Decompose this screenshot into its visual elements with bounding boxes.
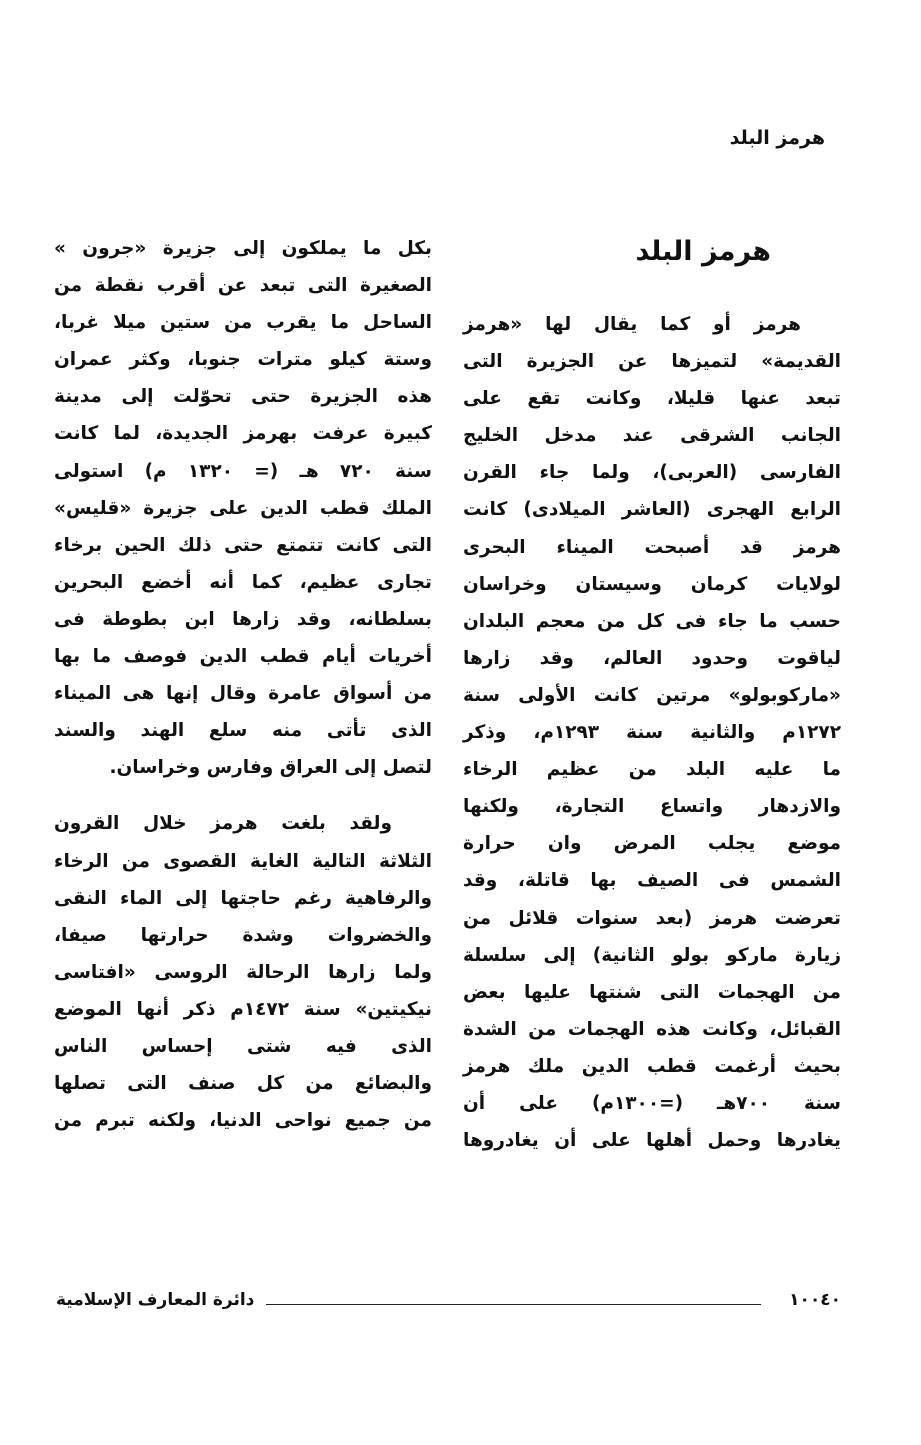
text-line: القديمة» لتميزها عن الجزيرة التى — [463, 351, 841, 373]
text-line: بحيث أرغمت قطب الدين ملك هرمز — [463, 1055, 841, 1077]
text-line: لتصل إلى العراق وفارس وخراسان. — [109, 757, 432, 779]
text-line: سنة ٧٢٠ هـ (= ١٣٢٠ م) استولى — [54, 460, 432, 482]
page-footer — [56, 1290, 841, 1320]
right-column — [463, 306, 841, 1159]
text-line: تعرضت هرمز (بعد سنوات قلائل من — [463, 907, 841, 929]
text-line: الذى تأتى منه سلع الهند والسند — [54, 720, 432, 742]
text-line: والبضائع من كل صنف التى تصلها — [54, 1073, 432, 1095]
text-line: الساحل ما يقرب من ستين ميلا غربا، — [54, 312, 432, 334]
text-line: ولما زارها الرحالة الروسى «افتاسى — [54, 961, 432, 983]
text-line: سنة ٧٠٠هـ (=١٣٠٠م) على أن — [463, 1092, 841, 1114]
paragraph-2 — [54, 805, 432, 1139]
text-line: الفارسى (العربى)، ولما جاء القرن — [463, 462, 841, 484]
text-line: هرمز أو كما يقال لها «هرمز — [463, 314, 801, 335]
text-line: تجارى عظيم، كما أنه أخضع البحرين — [54, 571, 432, 593]
text-line: تبعد عنها قليلا، وكانت تقع على — [463, 388, 841, 410]
text-line: بسلطانه، وقد زارها ابن بطوطة فى — [54, 608, 432, 630]
text-line: نيكيتين» سنة ١٤٧٢م ذكر أنها الموضع — [54, 998, 432, 1020]
left-column — [54, 230, 432, 1139]
text-line: الجانب الشرقى عند مدخل الخليج — [463, 425, 841, 447]
text-line: لياقوت وحدود العالم، وقد زارها — [463, 647, 841, 669]
text-line: الثلاثة التالية الغاية القصوى من الرخاء — [54, 850, 432, 872]
text-line: الملك قطب الدين على جزيرة «قليس» — [54, 497, 432, 519]
paragraph-1 — [54, 230, 432, 786]
text-line: وستة كيلو مترات جنوبا، وكثر عمران — [54, 349, 432, 371]
text-line: من الهجمات التى شنتها عليها بعض — [463, 981, 841, 1003]
text-line: الذى فيه شتى إحساس الناس — [54, 1035, 432, 1057]
text-line: «ماركوبولو» مرتين كانت الأولى سنة — [463, 684, 841, 706]
text-line: التى كانت تتمتع حتى ذلك الحين برخاء — [54, 534, 432, 556]
running-header: هرمز البلد — [729, 127, 825, 149]
text-line: لولايات كرمان وسيستان وخراسان — [463, 573, 841, 595]
text-line: يغادرها وحمل أهلها على أن يغادروها — [463, 1130, 841, 1152]
text-line: القبائل، وكانت هذه الهجمات من الشدة — [463, 1018, 841, 1040]
text-line: والخضروات وشدة حرارتها صيفا، — [54, 924, 432, 946]
footer-rule — [266, 1304, 761, 1305]
text-line: ١٢٧٢م والثانية سنة ١٢٩٣م، وذكر — [463, 722, 841, 744]
text-line: ما عليه البلد من عظيم الرخاء — [463, 759, 841, 781]
article-title: هرمز البلد — [635, 236, 771, 267]
text-line: من أسواق عامرة وقال إنها هى الميناء — [54, 683, 432, 705]
text-line: والرفاهية رغم حاجتها إلى الماء النقى — [54, 887, 432, 909]
text-line: ولقد بلغت هرمز خلال القرون — [54, 813, 392, 835]
page-number: ١٠٠٤٠ — [789, 1290, 841, 1310]
publication-name: دائرة المعارف الإسلامية — [56, 1290, 255, 1310]
text-line: موضع يجلب المرض وان حرارة — [463, 833, 841, 855]
text-line: زيارة ماركو بولو الثانية) إلى سلسلة — [463, 944, 841, 966]
text-line: كبيرة عرفت بهرمز الجديدة، لما كانت — [54, 423, 432, 445]
text-line: هرمز قد أصبحت الميناء البحرى — [463, 536, 841, 558]
text-line: هذه الجزيرة حتى تحوّلت إلى مدينة — [54, 386, 432, 408]
text-line: أخريات أيام قطب الدين فوصف ما بها — [54, 646, 432, 668]
text-line: من جميع نواحى الدنيا، ولكنه تبرم من — [54, 1110, 432, 1132]
text-line: حسب ما جاء فى كل من معجم البلدان — [463, 610, 841, 632]
text-line: الصغيرة التى تبعد عن أقرب نقطة من — [54, 275, 432, 297]
text-line: الرابع الهجرى (العاشر الميلادى) كانت — [463, 499, 841, 521]
text-line: والازدهار واتساع التجارة، ولكنها — [463, 796, 841, 818]
text-line: الشمس فى الصيف بها قاتلة، وقد — [463, 870, 841, 892]
text-line: بكل ما يملكون إلى جزيرة «جرون » — [54, 238, 432, 259]
